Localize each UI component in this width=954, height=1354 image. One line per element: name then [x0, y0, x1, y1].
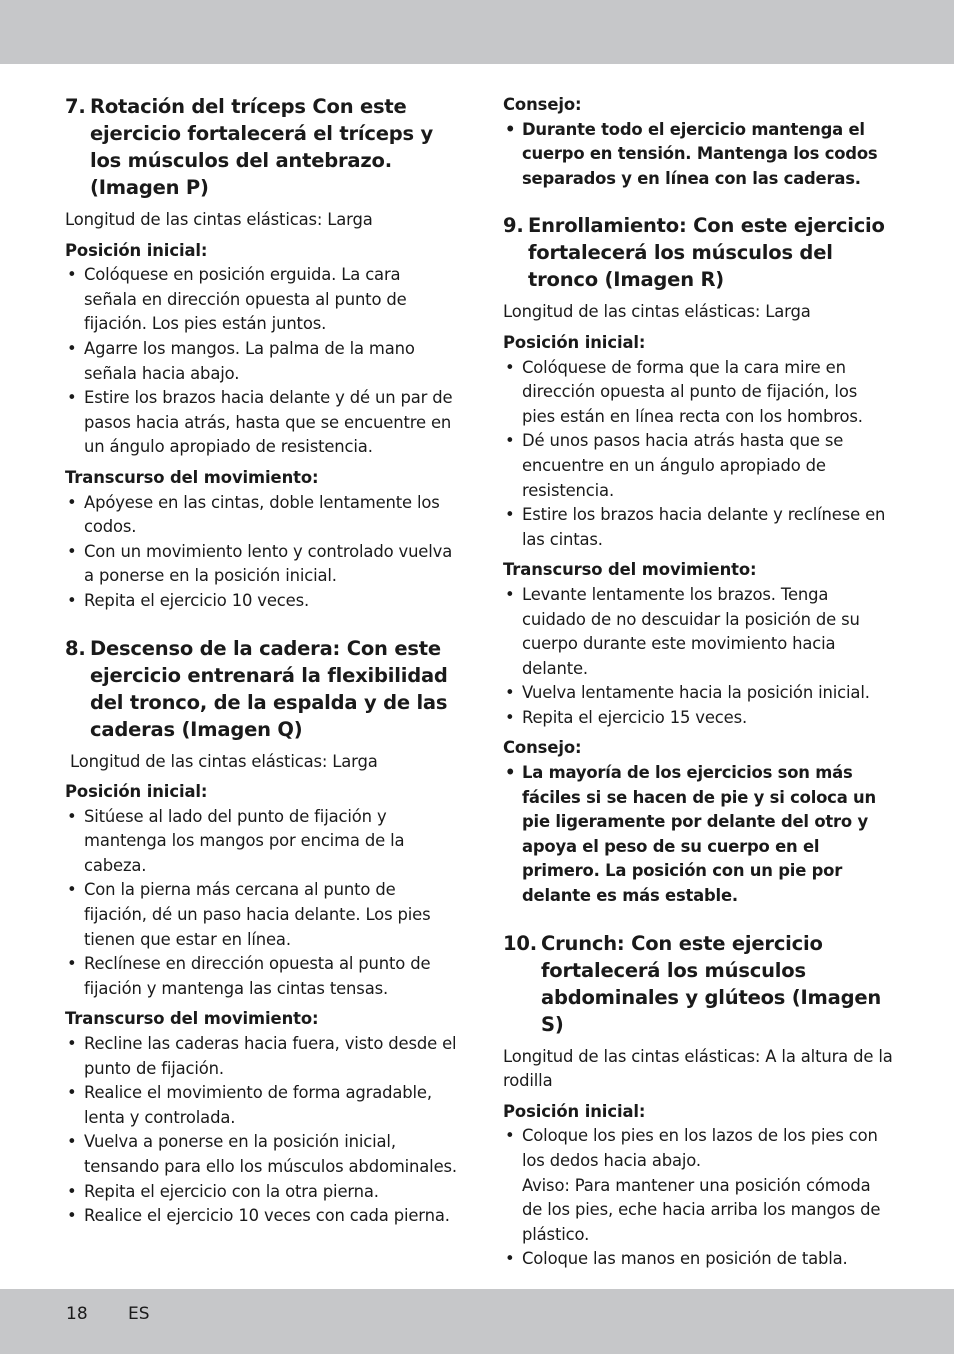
list-item [503, 681, 895, 706]
list-item [65, 589, 457, 614]
movement-list [503, 583, 895, 731]
movement-list [65, 1032, 457, 1229]
list-item [65, 337, 457, 386]
bullet-icon: • [67, 1181, 77, 1201]
bullet-icon: • [67, 1083, 77, 1103]
list-item-text: Reclínese en dirección opuesta al punto de fijación y mantenga las cintas tensas. [84, 954, 431, 998]
list-item [65, 952, 457, 1001]
list-item [503, 583, 895, 681]
right-column [503, 93, 895, 1272]
list-item-text: La mayoría de los ejercicios son más fáciles si se hacen de pie y si coloca un pie ligeramente por delante del otro y apoya el peso de su cuerpo en el primero. La posición con un pie por delante es más estable. [522, 763, 876, 906]
list-item-text: Colóquese de forma que la cara mire en dirección opuesta al punto de fijación, los pies están en línea recta con los hombros. [522, 357, 863, 426]
bullet-icon: • [505, 683, 515, 703]
list-item-text: Realice el ejercicio 10 veces con cada pierna. [84, 1206, 450, 1226]
start-position-label: Posición inicial: [503, 332, 646, 352]
start-position-label: Posición inicial: [503, 1101, 646, 1121]
list-item [503, 706, 895, 731]
list-item-text: Sitúese al lado del punto de fijación y mantenga los mangos por encima de la cabeza. [84, 806, 405, 875]
section-title: Rotación del tríceps Con este ejercicio fortalecerá el tríceps y los músculos del antebrazo. (Imagen P) [90, 95, 434, 199]
section-title: Crunch: Con este ejercicio fortalecerá los músculos abdominales y glúteos (Imagen S) [541, 931, 882, 1036]
list-item-text: Levante lentamente los brazos. Tenga cuidado de no descuidar la posición de su cuerpo durante este movimiento hacia delante. [522, 584, 860, 678]
list-item [503, 761, 895, 909]
section-number: 10. [503, 931, 537, 955]
tip-label: Consejo: [503, 95, 582, 114]
list-item-text: Durante todo el ejercicio mantenga el cuerpo en tensión. Mantenga los codos separados y en línea con las caderas. [522, 119, 878, 188]
left-column [65, 93, 457, 1229]
start-position-list [65, 263, 457, 460]
bullet-icon: • [67, 1132, 77, 1152]
bullet-icon: • [67, 338, 77, 358]
movement-label: Transcurso del movimiento: [65, 1009, 319, 1029]
bullet-icon: • [505, 431, 515, 451]
start-position-list [503, 1124, 895, 1272]
list-item-text: Con la pierna más cercana al punto de fijación, dé un paso hacia delante. Los pies tienen que estar en línea. [84, 880, 431, 949]
band-length: Longitud de las cintas elásticas: A la altura de la rodilla [503, 1046, 893, 1091]
start-position-label: Posición inicial: [65, 782, 208, 802]
bullet-icon: • [505, 1249, 515, 1269]
section-9-heading [503, 212, 895, 293]
note-text: Aviso: Para mantener una posición cómoda de los pies, eche hacia arriba los mangos de plástico. [522, 1175, 881, 1244]
bullet-icon: • [505, 357, 515, 377]
list-item-text: Vuelva lentamente hacia la posición inicial. [522, 683, 870, 703]
list-item [65, 878, 457, 952]
language-code: ES [128, 1304, 150, 1324]
start-position-list [65, 805, 457, 1002]
section-number: 9. [503, 214, 524, 238]
section-number: 7. [65, 95, 86, 118]
section-7-heading [65, 93, 457, 201]
list-item [65, 1204, 457, 1229]
start-position-label: Posición inicial: [65, 240, 208, 260]
list-item [503, 118, 895, 192]
bullet-icon: • [505, 763, 516, 783]
bullet-icon: • [67, 1034, 77, 1054]
list-item-text: Con un movimiento lento y controlado vuelva a ponerse en la posición inicial. [84, 541, 453, 586]
page-number: 18 [66, 1304, 88, 1324]
bullet-icon: • [505, 1126, 515, 1146]
list-item-text: Vuelva a ponerse en la posición inicial, tensando para ello los músculos abdominales. [84, 1132, 457, 1176]
list-item [65, 1032, 457, 1081]
section-10-heading [503, 930, 895, 1038]
list-item [65, 386, 457, 460]
list-item [65, 263, 457, 337]
list-item-text: Estire los brazos hacia delante y reclínese en las cintas. [522, 505, 886, 549]
list-item [65, 491, 457, 540]
bullet-icon: • [67, 1206, 77, 1226]
list-item [65, 1180, 457, 1205]
section-number: 8. [65, 636, 86, 660]
list-item [503, 1247, 895, 1272]
list-item [65, 805, 457, 879]
list-item-text: Apóyese en las cintas, doble lentamente los codos. [84, 492, 440, 537]
list-item [503, 1124, 895, 1247]
list-item [65, 1081, 457, 1130]
list-item-text: Repita el ejercicio con la otra pierna. [84, 1181, 379, 1201]
list-item-text: Repita el ejercicio 15 veces. [522, 707, 748, 727]
list-item [503, 503, 895, 552]
tip-list [503, 118, 895, 192]
tip-label: Consejo: [503, 738, 582, 758]
list-item-text: Colóquese en posición erguida. La cara señala en dirección opuesta al punto de fijación. Los pies están juntos. [84, 265, 407, 334]
section-title: Descenso de la cadera: Con este ejercicio entrenará la flexibilidad del tronco, de la espalda y de las caderas (Imagen Q) [90, 636, 448, 741]
bullet-icon: • [67, 492, 77, 512]
bullet-icon: • [67, 880, 77, 900]
section-8-heading [65, 635, 457, 743]
list-item-text: Realice el movimiento de forma agradable, lenta y controlada. [84, 1083, 432, 1127]
list-item-text: Recline las caderas hacia fuera, visto desde el punto de fijación. [84, 1034, 457, 1078]
bullet-icon: • [67, 806, 77, 826]
bullet-icon: • [67, 541, 77, 561]
bullet-icon: • [67, 954, 77, 974]
movement-list [65, 491, 457, 614]
bullet-icon: • [505, 707, 515, 727]
bullet-icon: • [505, 119, 516, 139]
bullet-icon: • [67, 590, 77, 610]
bullet-icon: • [505, 584, 515, 604]
bullet-icon: • [67, 265, 77, 285]
list-item-text: Estire los brazos hacia delante y dé un par de pasos hacia atrás, hasta que se encuentre en un ángulo apropiado de resistencia. [84, 388, 453, 457]
list-item-text: Coloque los pies en los lazos de los pies con los dedos hacia abajo. [522, 1126, 878, 1170]
section-title: Enrollamiento: Con este ejercicio fortalecerá los músculos del tronco (Imagen R) [528, 214, 885, 292]
list-item [503, 429, 895, 503]
list-item-text: Coloque las manos en posición de tabla. [522, 1249, 848, 1269]
list-item [503, 356, 895, 430]
band-length: Longitud de las cintas elásticas: Larga [65, 210, 373, 229]
list-item-text: Agarre los mangos. La palma de la mano señala hacia abajo. [84, 338, 415, 383]
list-item [65, 540, 457, 589]
list-item-text: Dé unos pasos hacia atrás hasta que se encuentre en un ángulo apropiado de resistencia. [522, 431, 844, 500]
bullet-icon: • [67, 388, 77, 408]
bullet-icon: • [505, 505, 515, 525]
band-length: Longitud de las cintas elásticas: Larga [503, 302, 811, 322]
list-item-text: Repita el ejercicio 10 veces. [84, 590, 310, 610]
band-length: Longitud de las cintas elásticas: Larga [70, 751, 378, 771]
start-position-list [503, 356, 895, 553]
list-item [65, 1130, 457, 1179]
tip-list [503, 761, 895, 909]
movement-label: Transcurso del movimiento: [65, 467, 319, 487]
header-band [0, 0, 954, 64]
movement-label: Transcurso del movimiento: [503, 560, 757, 580]
